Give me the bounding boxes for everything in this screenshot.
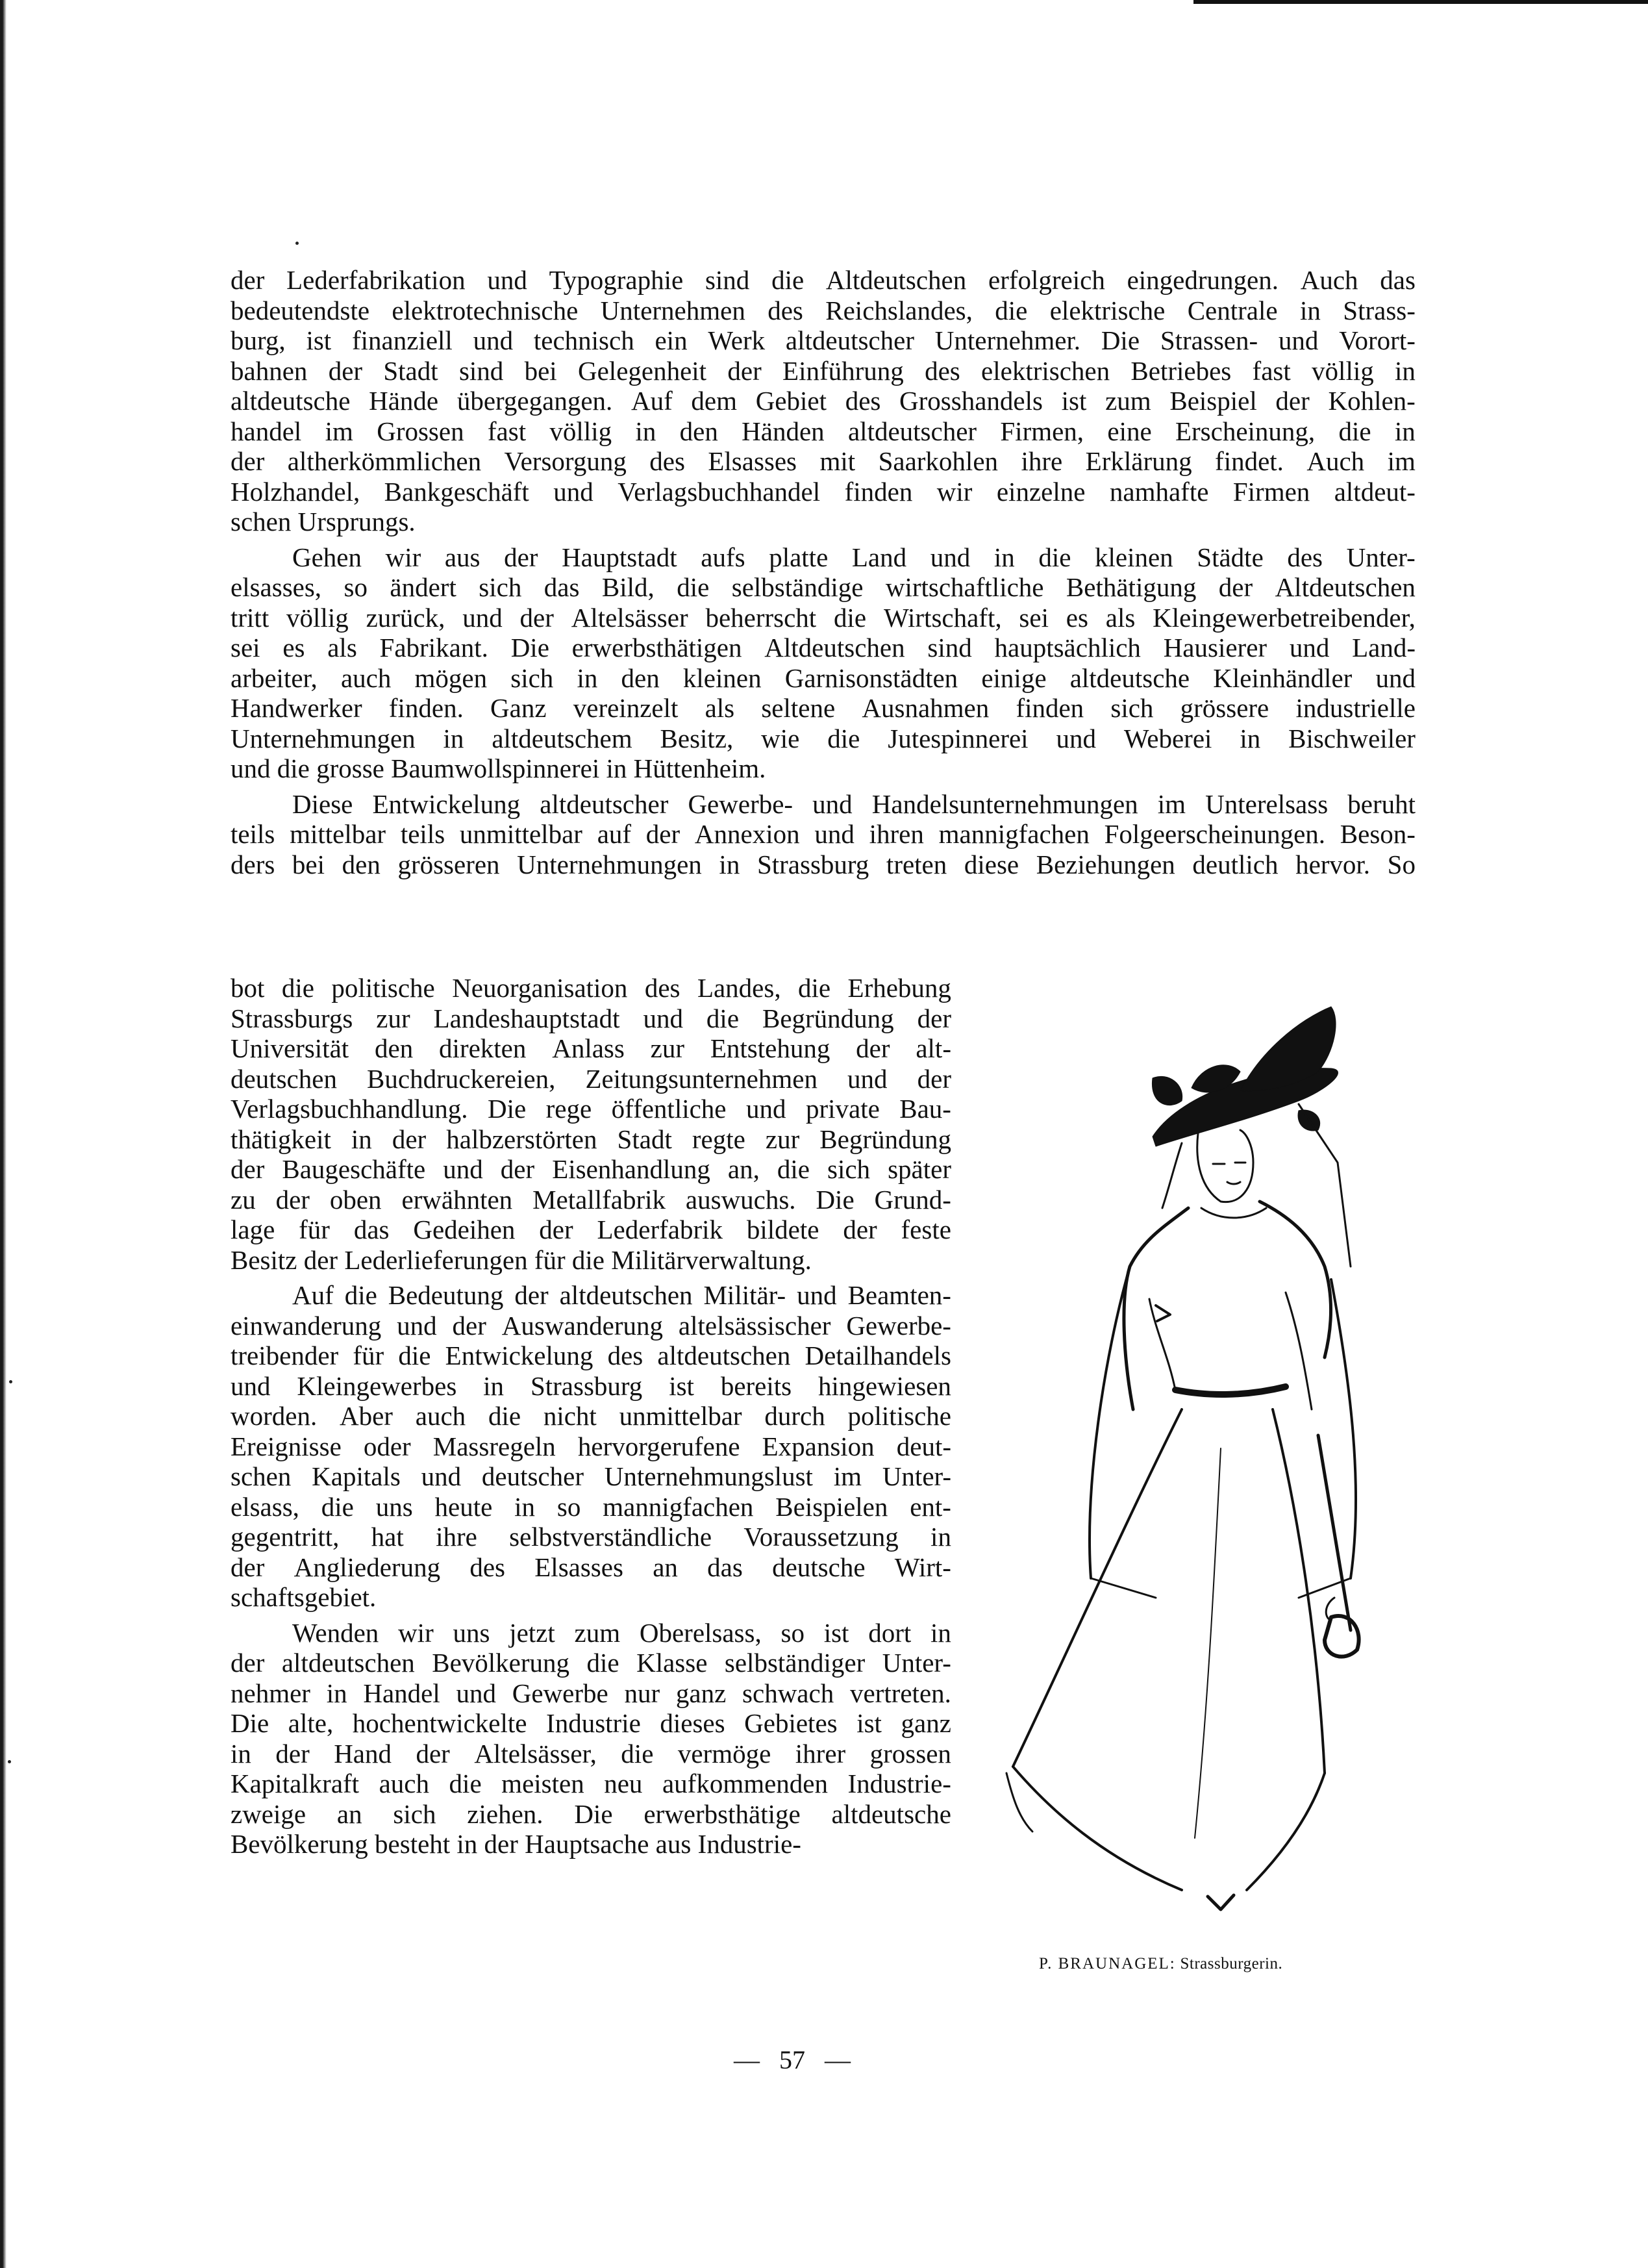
text-line: nehmer in Handel und Gewerbe nur ganz schwach vertreten.	[231, 1678, 951, 1708]
paragraph	[231, 789, 1416, 880]
caption-title: Strassburgerin.	[1180, 1955, 1283, 1972]
paragraph	[231, 973, 951, 1275]
text-line: Wenden wir uns jetzt zum Oberelsass, so ist dort in	[292, 1617, 951, 1648]
text-line: Holzhandel, Bankgeschäft und Verlagsbuchhandel finden wir einzelne namhafte Firmen altdeut-	[231, 476, 1416, 507]
text-line: der altherkömmlichen Versorgung des Elsasses mit Saarkohlen ihre Erklärung findet. Auch im	[231, 446, 1416, 476]
text-line: der Lederfabrikation und Typographie sind die Altdeutschen erfolgreich eingedrungen. Auch das	[231, 265, 1416, 295]
text-line: lage für das Gedeihen der Lederfabrik bildete der feste	[231, 1215, 951, 1244]
text-line: teils mittelbar teils unmittelbar auf der Annexion und ihren mannigfachen Folgeerscheinungen. Beson-	[231, 819, 1416, 849]
text-line: Universität den direkten Anlass zur Entstehung der alt-	[231, 1033, 951, 1063]
text-line: und die grosse Baumwollspinnerei in Hüttenheim.	[231, 753, 766, 783]
text-line: Diese Entwickelung altdeutscher Gewerbe- und Handelsunternehmungen im Unterelsass beruht	[292, 788, 1416, 819]
text-line: Gehen wir aus der Hauptstadt aufs platte Land und in die kleinen Städte des Unter-	[292, 542, 1416, 572]
text-line: Bevölkerung besteht in der Hauptsache aus Industrie-	[231, 1829, 801, 1859]
text-line: der altdeutschen Bevölkerung die Klasse selbständiger Unter-	[231, 1648, 951, 1678]
text-line: schen Ursprungs.	[231, 507, 416, 536]
figure-caption	[1039, 1955, 1429, 1973]
body-text-full-width	[231, 265, 1416, 879]
text-line: burg, ist finanziell und technisch ein Werk altdeutscher Unternehmer. Die Strassen- und Vorort-	[231, 325, 1416, 355]
text-line: schaftsgebiet.	[231, 1582, 377, 1612]
paragraph	[231, 542, 1416, 784]
caption-author: P. BRAUNAGEL:	[1039, 1955, 1176, 1972]
text-line: worden. Aber auch die nicht unmittelbar durch politische	[231, 1401, 951, 1431]
scan-speck	[295, 242, 299, 245]
illustration-strassburgerin	[935, 994, 1403, 1942]
text-line: Kapitalkraft auch die meisten neu aufkommenden Industrie-	[231, 1769, 951, 1798]
text-line: bedeutendste elektrotechnische Unternehmen des Reichslandes, die elektrische Centrale in Strass-	[231, 295, 1416, 325]
text-line: Auf die Bedeutung der altdeutschen Militär- und Beamten-	[292, 1280, 951, 1310]
text-line: gegentritt, hat ihre selbstverständliche Voraussetzung in	[231, 1522, 951, 1552]
paragraph	[231, 265, 1416, 537]
text-line: Strassburgs zur Landeshauptstadt und die Begründung der	[231, 1003, 951, 1033]
paragraph	[231, 1280, 951, 1613]
text-line: altdeutsche Hände übergegangen. Auf dem Gebiet des Grosshandels ist zum Beispiel der Kohlen-	[231, 386, 1416, 416]
text-line: Besitz der Lederlieferungen für die Militärverwaltung.	[231, 1244, 812, 1275]
text-line: handel im Grossen fast völlig in den Händen altdeutscher Firmen, eine Erscheinung, die in	[231, 416, 1416, 446]
paragraph	[231, 1618, 951, 1859]
scan-edge-top	[1193, 0, 1648, 4]
text-line: schen Kapitals und deutscher Unternehmungslust im Unter-	[231, 1461, 951, 1491]
woman-drawing	[935, 994, 1403, 1942]
scan-speck	[8, 1760, 11, 1763]
text-line: und Kleingewerbes in Strassburg ist bereits hingewiesen	[231, 1370, 951, 1401]
text-line: in der Hand der Altelsässer, die vermöge ihrer grossen	[231, 1738, 951, 1769]
body-text-narrow-column	[231, 973, 951, 1859]
scan-edge-left	[0, 0, 6, 2268]
text-line: der Baugeschäfte und der Eisenhandlung an, die sich später	[231, 1154, 951, 1184]
text-line: arbeiter, auch mögen sich in den kleinen Garnisonstädten einige altdeutsche Kleinhändler und	[231, 662, 1416, 693]
text-line: bahnen der Stadt sind bei Gelegenheit der Einführung des elektrischen Betriebes fast völlig in	[231, 355, 1416, 386]
text-line: elsasses, so ändert sich das Bild, die selbständige wirtschaftliche Bethätigung der Altdeutschen	[231, 572, 1416, 602]
text-line: einwanderung und der Auswanderung altelsässischer Gewerbe-	[231, 1310, 951, 1341]
text-line: thätigkeit in der halbzerstörten Stadt regte zur Begründung	[231, 1124, 951, 1154]
scan-speck	[9, 1380, 12, 1383]
text-line: treibender für die Entwickelung des altdeutschen Detailhandels	[231, 1341, 951, 1370]
text-line: Die alte, hochentwickelte Industrie dieses Gebietes ist ganz	[231, 1708, 951, 1738]
text-line: Verlagsbuchhandlung. Die rege öffentliche und private Bau-	[231, 1094, 951, 1124]
text-line: zweige an sich ziehen. Die erwerbsthätige altdeutsche	[231, 1798, 951, 1829]
text-line: zu der oben erwähnten Metallfabrik auswuchs. Die Grund-	[231, 1184, 951, 1215]
text-line: elsass, die uns heute in so mannigfachen Beispielen ent-	[231, 1491, 951, 1522]
text-line: bot die politische Neuorganisation des Landes, die Erhebung	[231, 973, 951, 1003]
text-line: ders bei den grösseren Unternehmungen in Strassburg treten diese Beziehungen deutlich hervor. So	[231, 849, 1416, 879]
text-line: Ereignisse oder Massregeln hervorgerufene Expansion deut-	[231, 1431, 951, 1461]
text-line: der Angliederung des Elsasses an das deutsche Wirt-	[231, 1552, 951, 1582]
text-line: Unternehmungen in altdeutschem Besitz, wie die Jutespinnerei und Weberei in Bischweiler	[231, 723, 1416, 753]
page-number: — 57 —	[734, 2045, 851, 2074]
text-line: sei es als Fabrikant. Die erwerbsthätigen Altdeutschen sind hauptsächlich Hausierer und Land-	[231, 633, 1416, 662]
text-line: tritt völlig zurück, und der Altelsässer beherrscht die Wirtschaft, sei es als Kleingewerbetreibender,	[231, 602, 1416, 633]
text-line: Handwerker finden. Ganz vereinzelt als seltene Ausnahmen finden sich grössere industrielle	[231, 693, 1416, 723]
text-line: deutschen Buchdruckereien, Zeitungsunternehmen und der	[231, 1063, 951, 1094]
